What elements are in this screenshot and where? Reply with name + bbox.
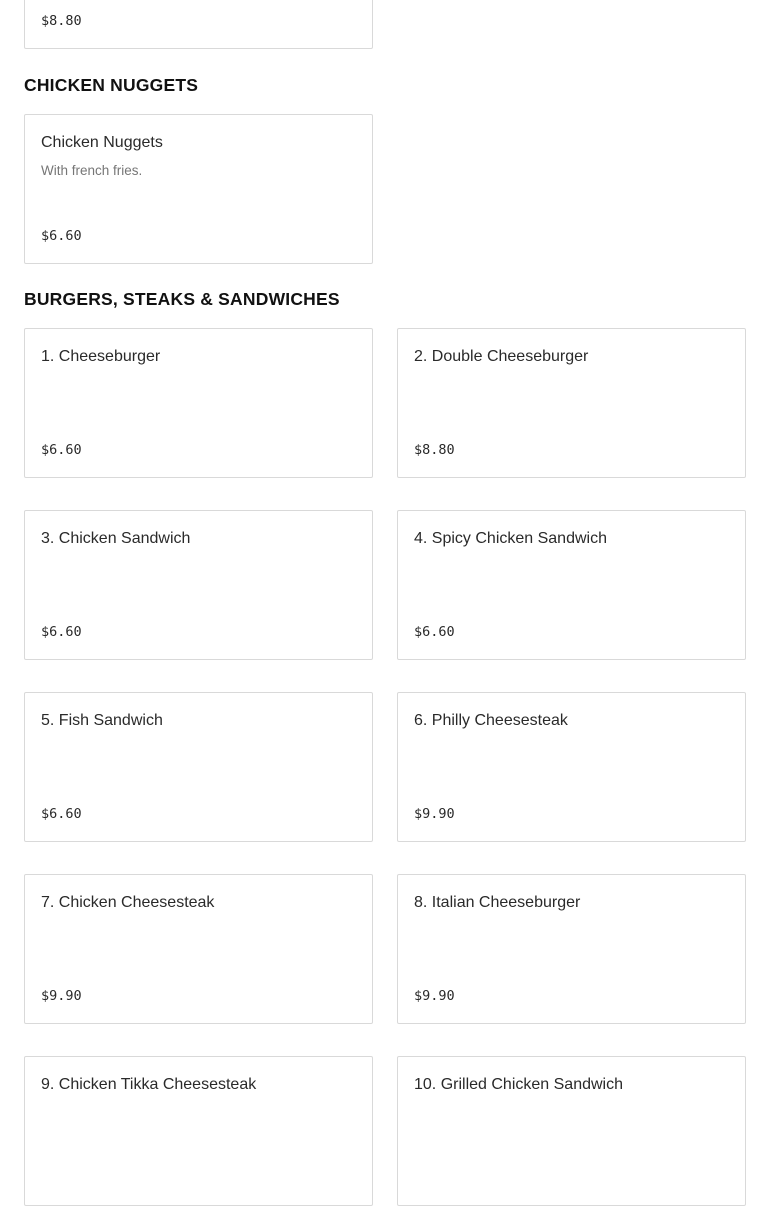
menu-item-name: 9. Chicken Tikka Cheesesteak <box>41 1076 257 1093</box>
menu-item-price: $9.90 <box>414 988 455 1004</box>
menu-item-name: 10. Grilled Chicken Sandwich <box>414 1076 623 1093</box>
menu-item-name: 4. Spicy Chicken Sandwich <box>414 530 607 547</box>
menu-item-price: $9.90 <box>41 988 82 1004</box>
menu-item-name: 6. Philly Cheesesteak <box>414 712 568 729</box>
menu-item-price: $6.60 <box>41 442 82 458</box>
menu-item-name: 2. Double Cheeseburger <box>414 348 589 365</box>
menu-item-card[interactable] <box>397 328 746 478</box>
menu-item-card[interactable] <box>397 1056 746 1206</box>
menu-item-price: $6.60 <box>41 624 82 640</box>
menu-item-price: $9.90 <box>414 806 455 822</box>
menu-item-card[interactable] <box>397 510 746 660</box>
menu-item-name: 5. Fish Sandwich <box>41 712 163 729</box>
menu-item-description: With french fries. <box>41 163 143 178</box>
menu-item-name: 8. Italian Cheeseburger <box>414 894 581 911</box>
menu-item-price: $6.60 <box>41 806 82 822</box>
menu-item-card[interactable] <box>24 692 373 842</box>
menu-item-price: $8.80 <box>414 442 455 458</box>
menu-item-price: $6.60 <box>41 228 82 244</box>
menu-item-card[interactable] <box>24 510 373 660</box>
menu-item-price: $6.60 <box>414 624 455 640</box>
menu-item-name: 7. Chicken Cheesesteak <box>41 894 215 911</box>
menu-item-card[interactable] <box>397 874 746 1024</box>
menu-item-name: 1. Cheeseburger <box>41 348 161 365</box>
menu-item-card[interactable] <box>397 692 746 842</box>
menu-item-name: Chicken Nuggets <box>41 134 163 151</box>
menu-item-card[interactable] <box>24 0 373 49</box>
menu-item-card[interactable] <box>24 1056 373 1206</box>
menu-item-card[interactable] <box>24 114 373 264</box>
section-title-chicken-nuggets: CHICKEN NUGGETS <box>24 75 199 95</box>
menu-item-card[interactable] <box>24 328 373 478</box>
menu-item-name: 3. Chicken Sandwich <box>41 530 191 547</box>
menu-item-price: $8.80 <box>41 13 82 29</box>
menu-item-card[interactable] <box>24 874 373 1024</box>
section-title-burgers-steaks-sandwiches: BURGERS, STEAKS & SANDWICHES <box>24 289 340 309</box>
